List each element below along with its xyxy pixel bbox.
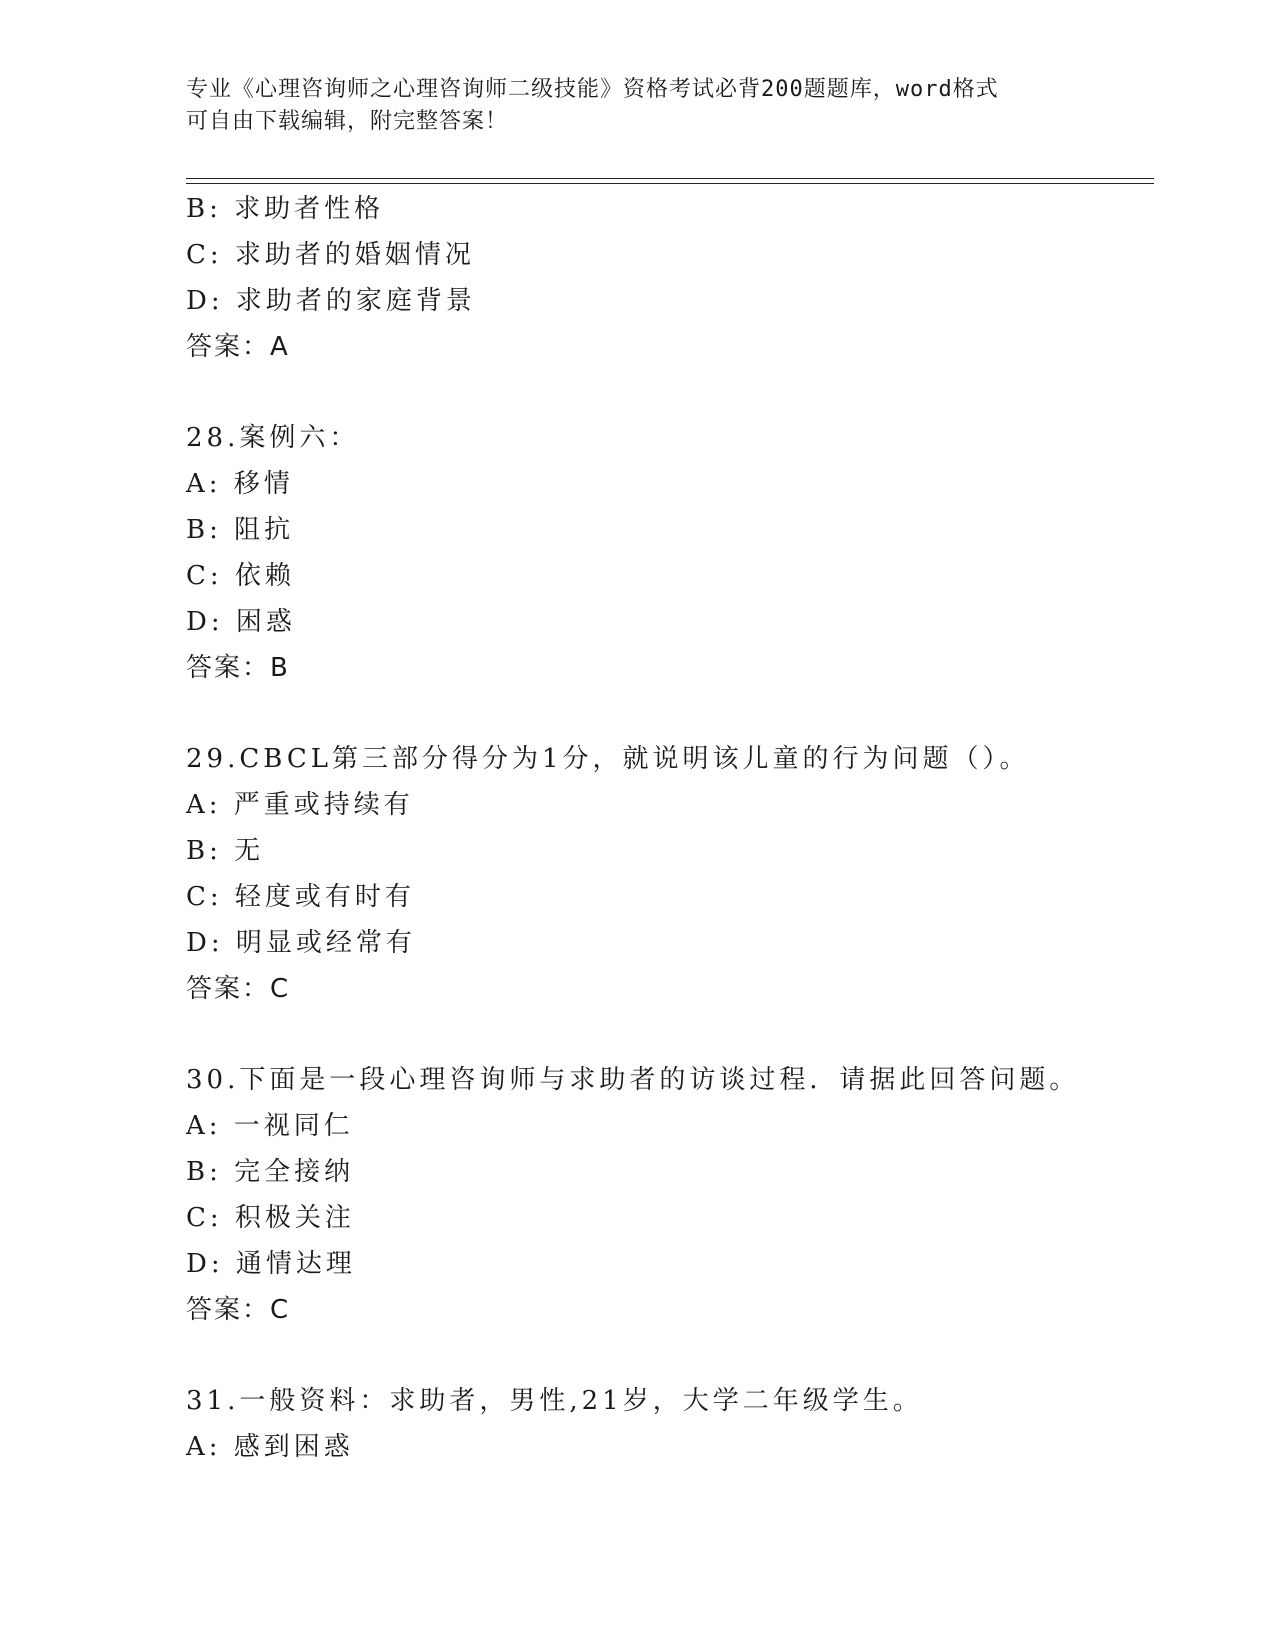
block-spacer [186,1012,1154,1057]
answer-line: 答案：C [186,974,291,1004]
question-list [186,186,1154,1470]
option-a: A: 一视同仁 [186,1111,354,1141]
option-d: D: 通情达理 [186,1249,356,1279]
option-b: B: 完全接纳 [186,1157,355,1187]
header-divider-bottom [186,183,1154,184]
option-a: A: 感到困惑 [186,1432,354,1462]
question-29: 29.CBCL第三部分得分为1分，就说明该儿童的行为问题（）。 [186,744,1030,774]
option-a: A: 严重或持续有 [186,790,414,820]
option-b: B: 求助者性格 [186,194,385,224]
option-c: C: 轻度或有时有 [186,882,415,912]
option-d: D: 求助者的家庭背景 [186,286,476,316]
question-30: 30.下面是一段心理咨询师与求助者的访谈过程．请据此回答问题。 [186,1065,1080,1095]
option-a: A: 移情 [186,469,294,499]
header-title-line-1: 专业《心理咨询师之心理咨询师二级技能》资格考试必背200题题库，word格式 [186,77,999,102]
option-c: C: 求助者的婚姻情况 [186,240,475,270]
option-d: D: 困惑 [186,607,296,637]
option-b: B: 无 [186,836,265,866]
option-b: B: 阻抗 [186,515,295,545]
block-spacer [186,370,1154,415]
option-c: C: 依赖 [186,561,295,591]
block-spacer [186,691,1154,736]
option-d: D: 明显或经常有 [186,928,416,958]
question-28: 28.案例六： [186,423,360,453]
header-title-line-2: 可自由下载编辑，附完整答案！ [186,109,509,134]
answer-line: 答案：C [186,1295,291,1325]
document-header [186,74,1086,138]
option-c: C: 积极关注 [186,1203,355,1233]
block-spacer [186,1333,1154,1378]
answer-line: 答案：A [186,332,290,362]
answer-line: 答案：B [186,653,290,683]
question-31: 31.一般资料：求助者，男性,21岁，大学二年级学生。 [186,1386,923,1416]
header-divider-top [186,178,1154,179]
